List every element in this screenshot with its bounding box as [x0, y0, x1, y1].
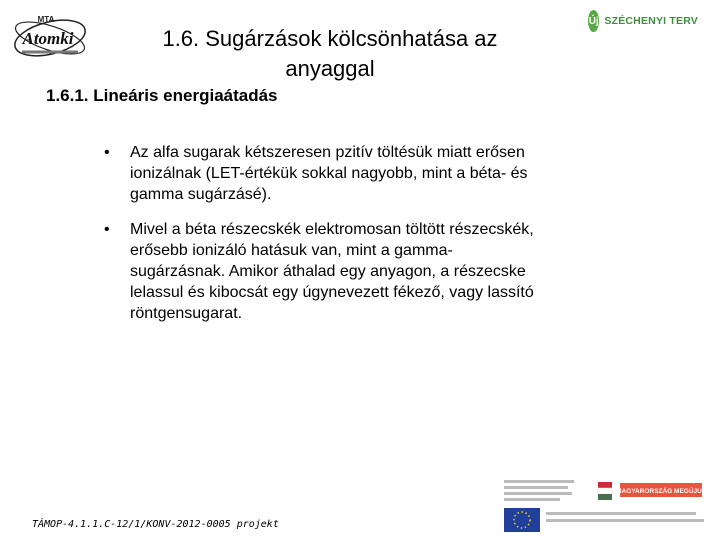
szechenyi-logo-text: SZÉCHENYI TERV [604, 15, 698, 27]
logo-left-line1: MTA [37, 15, 55, 24]
hungarian-flag-icon [598, 482, 612, 500]
atomki-logo [8, 8, 98, 64]
slide-subtitle: 1.6.1. Lineáris energiaátadás [46, 86, 278, 105]
szechenyi-mark-icon: Új [588, 10, 599, 32]
bullet-list [100, 142, 540, 324]
funding-logos [500, 476, 712, 534]
bullet-marker: • [104, 144, 110, 161]
szechenyi-terv-logo [588, 8, 698, 34]
slide-title: 1.6. Sugárzások kölcsönhatása az anyaggal [162, 26, 498, 81]
logo-left-line2: Atomki [22, 29, 74, 48]
bullet-item [100, 219, 540, 324]
bullet-text-2: Mivel a béta részecskék elektromosan töltött részecskék, erősebb ionizáló hatásuk van, mint a gamma-sugárzásnak. Amikor áthalad egy anyagon, a részecske lelassul és kibocsát egy úgynevezett fékező, vagy lassító röntgensugarat. [130, 221, 534, 322]
bullet-item [100, 142, 540, 205]
badge-text: MAGYARORSZÁG MEGÚJUL [616, 488, 706, 495]
project-code: TÁMOP-4.1.1.C-12/1/KONV-2012-0005 projekt [32, 519, 279, 530]
eu-flag-icon [504, 508, 540, 532]
bullet-marker: • [104, 221, 110, 238]
bullet-text-1: Az alfa sugarak kétszeresen pzitív töltésük miatt erősen ionizálnak (LET-értékük sokkal nagyobb, mint a béta- és gamma sugárzásé). [130, 144, 528, 203]
